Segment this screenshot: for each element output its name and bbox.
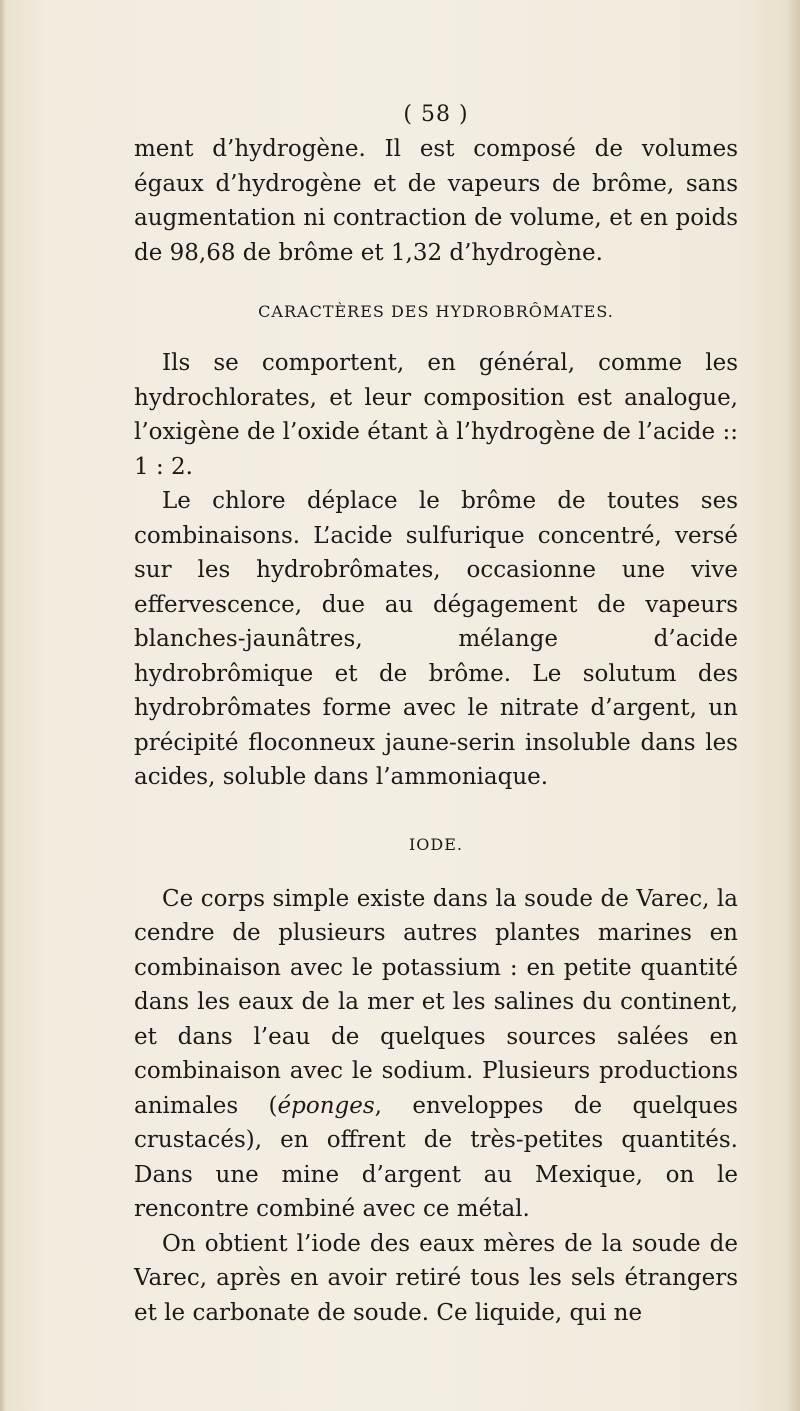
paragraph-iode-sources-rest: , enveloppes de quelques crustacés), en offrent de très-petites quantités. Dans une mine d’argent au Mexique, on le rencontre combiné avec ce métal. (134, 1092, 738, 1222)
paragraph-continuation: ment d’hydrogène. Il est composé de volumes égaux d’hydrogène et de vapeurs de brôme, sans augmentation ni contraction de volume, et en poids de 98,68 de brôme et 1,32 d’hydrogène. (134, 136, 738, 266)
paragraph-iode-obtention: On obtient l’iode des eaux mères de la soude de Varec, après en avoir retiré tous les sels étrangers et le carbonate de soude. Ce liquide, qui ne (134, 1230, 738, 1326)
section-heading-iode: IODE. (408, 834, 464, 854)
page-number: ( 58 ) (403, 102, 469, 127)
paragraph-iode-sources-text: Ce corps simple existe dans la soude de Varec, la cendre de plusieurs autres plantes marines en combinaison avec le potassium : en petite quantité dans les eaux de la mer et les salines du continent, et dans l’eau de quelques sources salées en combinaison avec le sodium. Plusieurs productions animales ( (134, 885, 738, 1119)
paragraph-chlore: Le chlore déplace le brôme de toutes ses combinaisons. L’acide sulfurique concentré, versé sur les hydrobrômates, occasionne une vive effervescence, due au dégagement de vapeurs blanches-jaunâtres, mélange d’acide hydrobrômique et de brôme. Le solutum des hydrobrômates forme avec le nitrate d’argent, un précipité floconneux jaune-serin insoluble dans les acides, soluble dans l’ammoniaque. (134, 488, 738, 790)
page-left-edge-shadow (0, 0, 6, 1411)
section-heading-hydrobromates: CARACTÈRES DES HYDROBRÔMATES. (258, 302, 614, 321)
paragraph-iode-sources (134, 882, 738, 1227)
text-block (134, 98, 738, 1330)
page-right-edge-shadow (786, 0, 800, 1411)
paragraph-hydrobromates-behavior: Ils se comportent, en général, comme les hydrochlorates, et leur composition est analogue, l’oxigène de l’oxide étant à l’hydrogène de l’acide :: 1 : 2. (134, 350, 738, 480)
italic-eponges: éponges (277, 1092, 375, 1119)
